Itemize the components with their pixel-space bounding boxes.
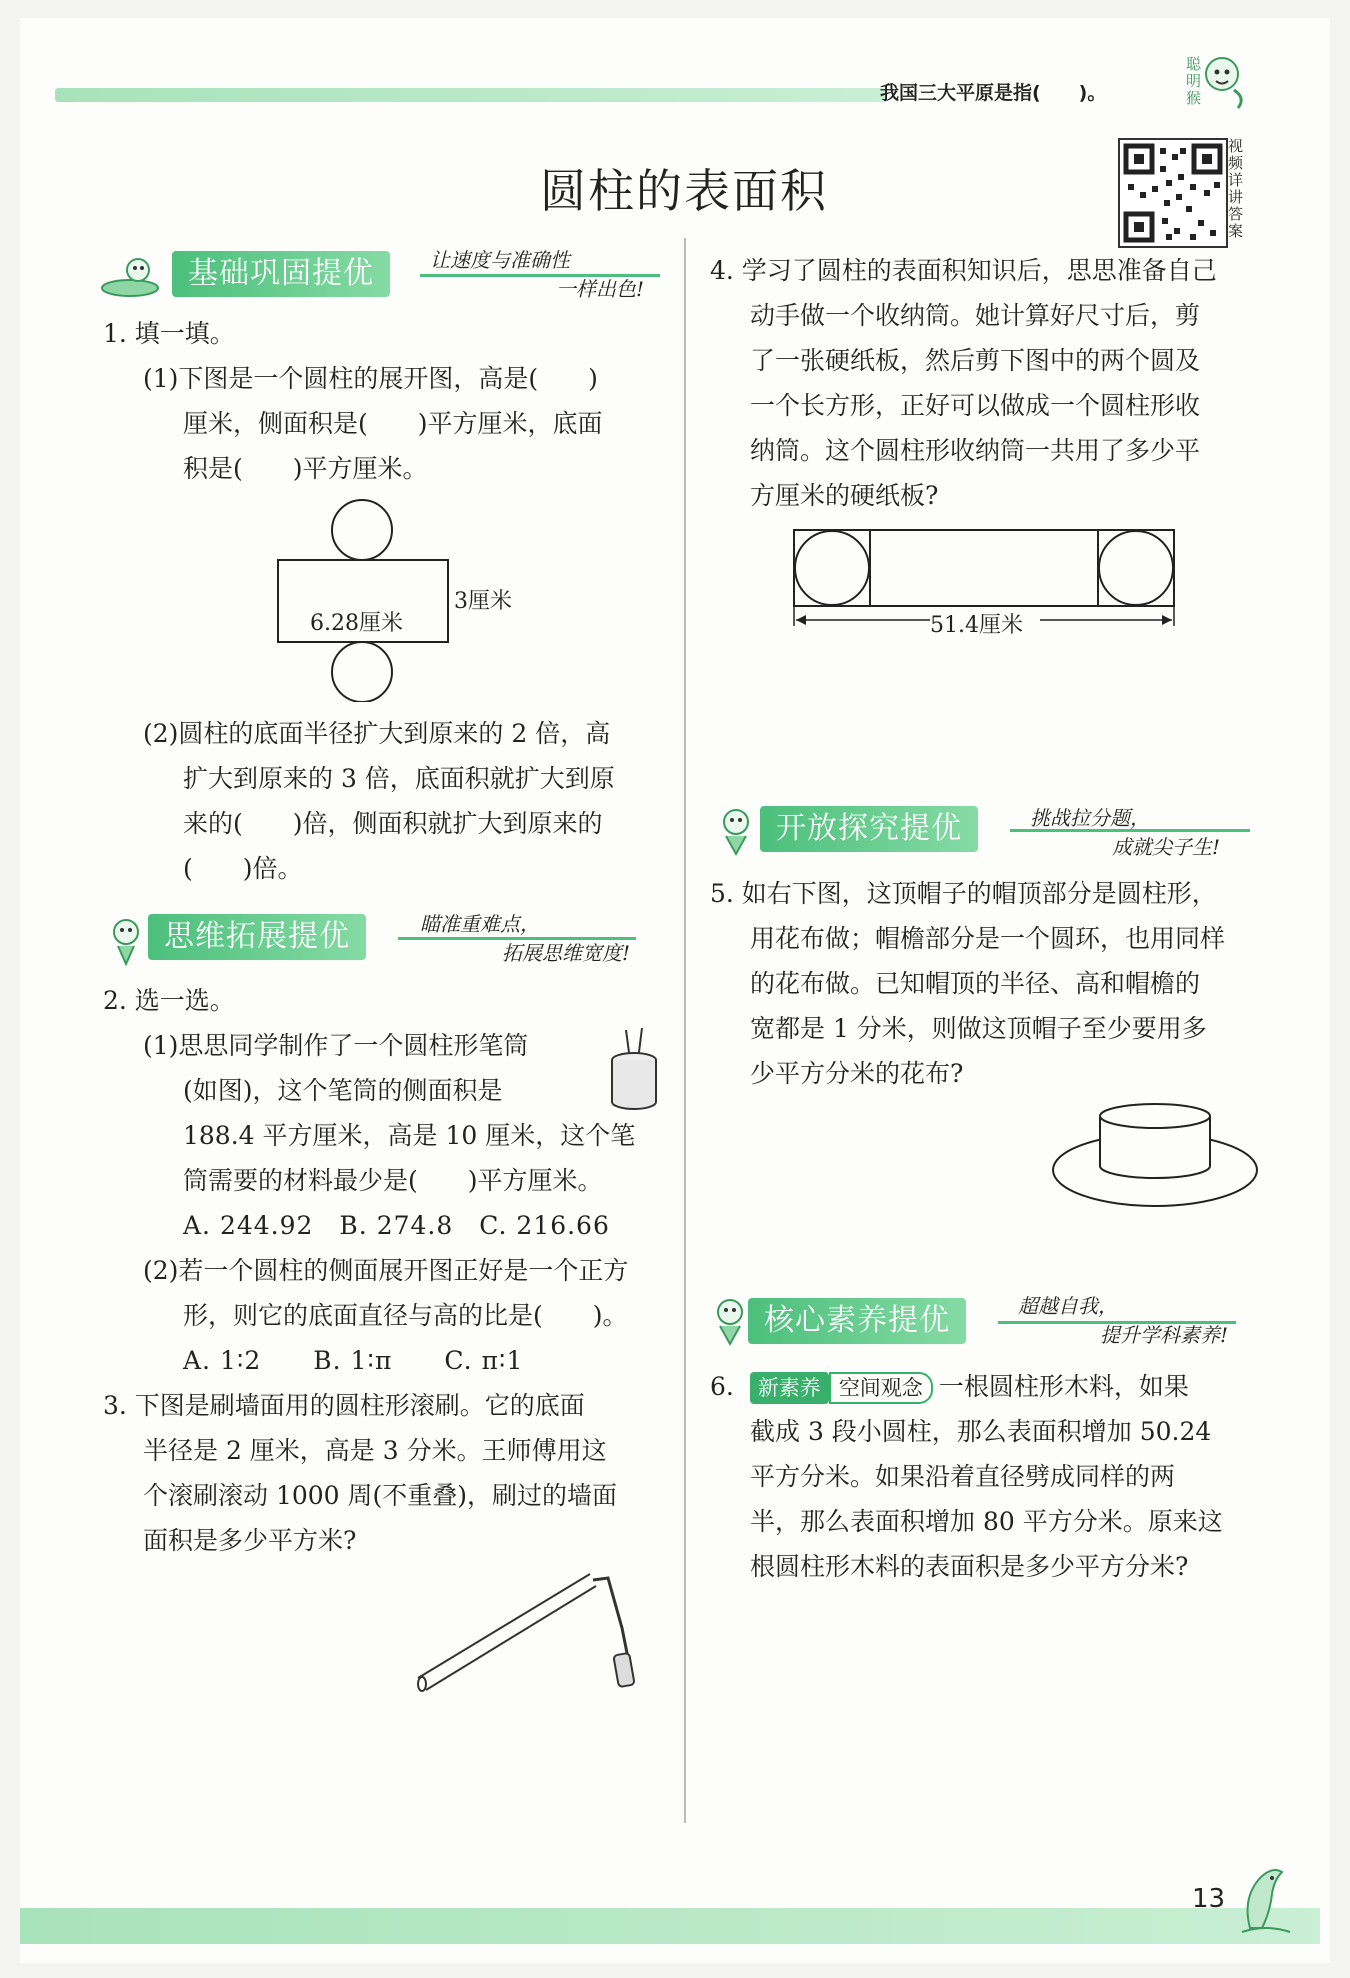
q6-line1 <box>710 1364 1275 1409</box>
column-divider <box>684 238 686 1823</box>
section-thinking-slogan-line1: 瞄准重难点， <box>420 912 540 936</box>
q5-line1: 5. 如右下图，这顶帽子的帽顶部分是圆柱形， <box>710 879 1217 908</box>
q2-part2-options: A. 1∶2 B. 1∶π C. π∶1 <box>183 1346 524 1375</box>
page-title: 圆柱的表面积 <box>540 164 828 218</box>
net-width-label: 6.28厘米 <box>310 611 403 636</box>
q1-part1-line2: 厘米，侧面积是( )平方厘米，底面 <box>183 409 603 438</box>
q2-part2-line2: 形，则它的底面直径与高的比是( )。 <box>183 1301 628 1330</box>
section-basic-slogan-line2: 一样出色! <box>555 277 644 301</box>
q4-line6: 方厘米的硬纸板? <box>750 481 939 510</box>
q2-part1-line2: (如图)，这个笔筒的侧面积是 <box>183 1076 503 1105</box>
q6-tag-concept: 空间观念 <box>829 1372 933 1404</box>
qr-caption: 视频详讲答案 <box>1228 137 1244 240</box>
q4-line4: 一个长方形，正好可以做成一个圆柱形收 <box>750 391 1201 420</box>
section-thinking-slogan <box>420 910 630 968</box>
q2-part1-line4: 筒需要的材料最少是( )平方厘米。 <box>183 1166 603 1195</box>
q4-line3: 了一张硬纸板，然后剪下图中的两个圆及 <box>750 346 1201 375</box>
question-6 <box>710 1364 1275 1589</box>
section-open-slogan-line2: 成就尖子生! <box>1111 835 1220 859</box>
question-4 <box>710 248 1270 518</box>
q5-line4: 宽都是 1 分米，则做这顶帽子至少要用多 <box>750 1014 1207 1043</box>
top-decor-bar <box>55 88 885 102</box>
q5-line3: 的花布做。已知帽顶的半径、高和帽檐的 <box>750 969 1201 998</box>
question-1-part2 <box>103 711 663 891</box>
q4-line1: 4. 学习了圆柱的表面积知识后，思思准备自己 <box>710 256 1217 285</box>
question-2 <box>103 978 673 1383</box>
mascot-plane-icon <box>100 248 158 306</box>
section-open-slogan <box>1030 804 1220 862</box>
section-basic-banner: 基础巩固提优 <box>172 251 390 297</box>
page-number: 13 <box>1192 1884 1226 1914</box>
q3-line3: 个滚刷滚动 1000 周(不重叠)，刷过的墙面 <box>143 1481 618 1510</box>
q3-line4: 面积是多少平方米? <box>143 1526 357 1555</box>
qr-code[interactable] <box>1118 138 1228 248</box>
section-thinking-banner: 思维拓展提优 <box>148 914 366 960</box>
q1-part2-line4: ( )倍。 <box>183 854 303 883</box>
section-core-slogan <box>1018 1292 1228 1350</box>
q6-line4: 半，那么表面积增加 80 平方分米。原来这 <box>750 1507 1223 1536</box>
section-core-slogan-line2: 提升学科素养! <box>1099 1323 1228 1347</box>
section-open-banner: 开放探究提优 <box>760 806 978 852</box>
q6-line2: 截成 3 段小圆柱，那么表面积增加 50.24 <box>750 1417 1212 1446</box>
q2-part1-line1: (1)思思同学制作了一个圆柱形笔筒 <box>143 1031 529 1060</box>
q3-line2: 半径是 2 厘米，高是 3 分米。王师傅用这 <box>143 1436 607 1465</box>
q2-part2-line1: (2)若一个圆柱的侧面展开图正好是一个正方 <box>143 1256 629 1285</box>
q1-part1-line1: (1)下图是一个圆柱的展开图，高是( ) <box>143 364 598 393</box>
hat-figure <box>1050 1100 1260 1215</box>
section-thinking-slogan-line2: 拓展思维宽度! <box>501 941 630 965</box>
mascot-explorer-icon <box>706 802 764 860</box>
section-core-slogan-line1: 超越自我， <box>1018 1294 1118 1318</box>
section-basic-slogan-line1: 让速度与准确性 <box>430 248 570 272</box>
pen-holder-figure <box>604 1026 664 1114</box>
q4-line5: 纳筒。这个圆柱形收纳筒一共用了多少平 <box>750 436 1201 465</box>
q1-part2-line3: 来的( )倍，侧面积就扩大到原来的 <box>183 809 603 838</box>
q2-part1-line3: 188.4 平方厘米，高是 10 厘米，这个笔 <box>183 1121 636 1150</box>
paint-roller-figure <box>410 1568 665 1693</box>
q2-head: 2. 选一选。 <box>103 986 235 1015</box>
q5-line2: 用花布做；帽檐部分是一个圆环，也用同样 <box>750 924 1226 953</box>
net-height-label: 3厘米 <box>454 589 512 614</box>
question-1 <box>103 311 663 491</box>
q6-num: 6. <box>710 1372 734 1401</box>
dolphin-icon <box>1232 1858 1300 1938</box>
q1-part1-line3: 积是( )平方厘米。 <box>183 454 428 483</box>
q2-part1-options: A. 244.92 B. 274.8 C. 216.66 <box>183 1211 610 1240</box>
q5-line5: 少平方分米的花布? <box>750 1059 964 1088</box>
cardboard-length-label: 51.4厘米 <box>930 613 1023 638</box>
q6-line5: 根圆柱形木料的表面积是多少平方分米? <box>750 1552 1189 1581</box>
q6-line3: 平方分米。如果沿着直径劈成同样的两 <box>750 1462 1176 1491</box>
q1-head: 1. 填一填。 <box>103 319 235 348</box>
header-riddle: 我国三大平原是指( )。 <box>880 82 1107 104</box>
q1-part2-line2: 扩大到原来的 3 倍，底面积就扩大到原 <box>183 764 615 793</box>
question-5 <box>710 871 1270 1096</box>
mascot-vertical-text: 聪明猴 <box>1186 55 1202 107</box>
q6-line1-text: 一根圆柱形木料，如果 <box>938 1372 1189 1401</box>
q4-line2: 动手做一个收纳筒。她计算好尺寸后，剪 <box>750 301 1201 330</box>
bottom-decor-bar <box>20 1908 1320 1944</box>
question-3 <box>103 1383 673 1563</box>
q3-line1: 3. 下图是刷墙面用的圆柱形滚刷。它的底面 <box>103 1391 585 1420</box>
q1-part2-line1: (2)圆柱的底面半径扩大到原来的 2 倍，高 <box>143 719 611 748</box>
section-basic-slogan <box>430 246 644 304</box>
section-core-banner: 核心素养提优 <box>748 1298 966 1344</box>
q6-tag-new: 新素养 <box>750 1372 829 1404</box>
section-open-slogan-line1: 挑战拉分题， <box>1030 806 1150 830</box>
